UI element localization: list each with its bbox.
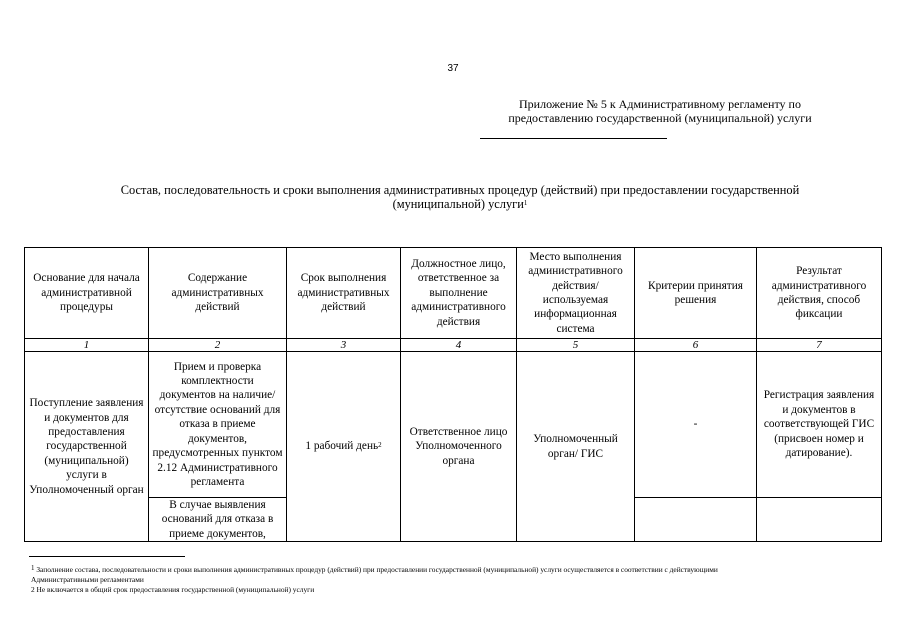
header-cell-place: Место выполнения административного действия/ используемая информационная система [517,248,635,339]
table-row [25,352,882,498]
header-cell-official: Должностное лицо, ответственное за выполнение административного действия [401,248,517,339]
cell-term-text: 1 рабочий день [305,440,379,453]
footnote-separator [29,556,185,557]
column-number: 5 [517,339,635,352]
page-number: 37 [447,63,459,74]
footnote-2: 2 Не включается в общий срок предоставления государственной (муниципальной) услуги [31,585,315,594]
appendix-note [470,97,850,125]
term-footnote-mark: 2 [378,441,382,450]
column-number: 6 [635,339,757,352]
procedures-table [24,247,882,542]
title-footnote-mark: 1 [523,199,528,207]
signature-line [480,138,667,139]
header-cell-term: Срок выполнения административных действий [287,248,401,339]
title-line-2-text: (муниципальной) услуги [392,197,524,211]
column-number-row [25,339,882,352]
column-number: 4 [401,339,517,352]
cell-place: Уполномоченный орган/ ГИС [517,352,635,542]
header-cell-content: Содержание административных действий [149,248,287,339]
column-number: 3 [287,339,401,352]
cell-content-continued: В случае выявления оснований для отказа в приеме документов, [149,498,287,542]
cell-result: Регистрация заявления и документов в соответствующей ГИС (присвоен номер и датирование). [757,352,882,498]
cell-criteria-empty [635,498,757,542]
document-title [80,183,840,211]
cell-basis: Поступление заявления и документов для предоставления государственной (муниципальной) услуги в Уполномоченный орган [25,352,149,542]
footnote-1-text: Заполнение состава, последовательности и сроки выполнения административных процедур (действий) при предоставлении государственной (муниципальной) услуги осуществляется в соответствии с действующими [36,565,718,574]
cell-official: Ответственное лицо Уполномоченного органа [401,352,517,542]
column-number: 1 [25,339,149,352]
cell-term [287,352,401,542]
cell-content: Прием и проверка комплектности документов на наличие/отсутствие оснований для отказа в приеме документов, предусмотренных пунктом 2.12 Административного регламента [149,352,287,498]
header-cell-criteria: Критерии принятия решения [635,248,757,339]
header-row [25,248,882,339]
cell-result-empty [757,498,882,542]
appendix-line-1: Приложение № 5 к Административному регламенту по [519,97,801,111]
footnote-1-continued: Административными регламентами [31,575,144,584]
cell-criteria: - [635,352,757,498]
title-line-2 [80,197,840,211]
column-number: 7 [757,339,882,352]
footnote-1 [31,565,871,575]
footnote-1-mark: 1 [31,564,35,572]
column-number: 2 [149,339,287,352]
header-cell-result: Результат административного действия, способ фиксации [757,248,882,339]
appendix-line-2: предоставлению государственной (муниципальной) услуги [508,111,812,125]
title-line-1: Состав, последовательность и сроки выполнения административных процедур (действий) при предоставлении государственной [120,183,800,197]
header-cell-basis: Основание для начала административной процедуры [25,248,149,339]
